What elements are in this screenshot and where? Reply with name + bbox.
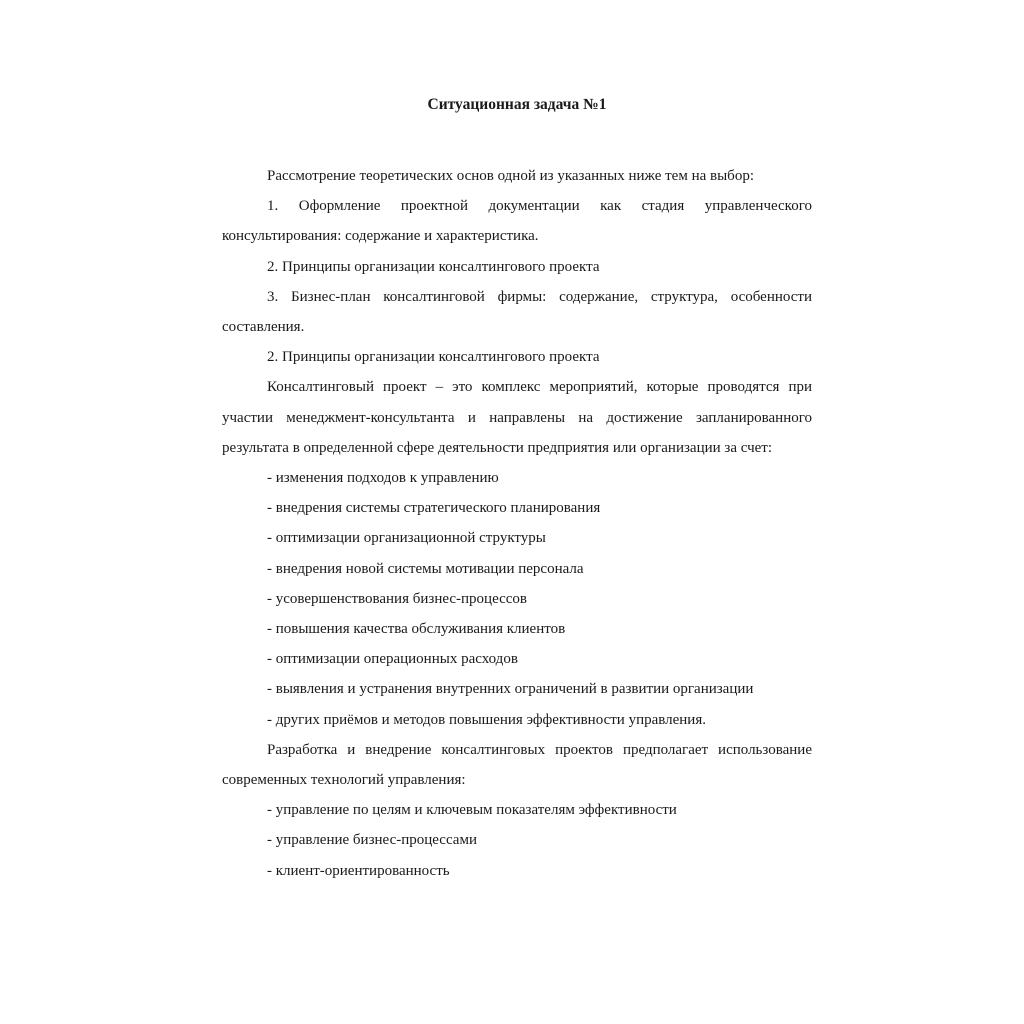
list-item: - выявления и устранения внутренних ограничений в развитии организации [267,681,754,698]
document-title: Ситуационная задача №1 [427,96,607,113]
topic-item-2: 2. Принципы организации консалтингового проекта [267,258,600,275]
list-item: - внедрения новой системы мотивации персонала [267,560,584,577]
list-item: - оптимизации операционных расходов [267,651,518,668]
topic-item-3: 3. Бизнес-план консалтинговой фирмы: содержание, структура, особенности составления. [222,288,812,336]
list-item: - оптимизации организационной структуры [267,530,546,547]
list-item: - усовершенствования бизнес-процессов [267,590,528,607]
list-item: - управление по целям и ключевым показателям эффективности [267,802,677,819]
section-heading: 2. Принципы организации консалтингового проекта [267,349,600,366]
list-item: - внедрения системы стратегического планирования [267,500,601,517]
list-item: - других приёмов и методов повышения эффективности управления. [267,711,706,728]
list-item: - клиент-ориентированность [267,862,450,879]
list-item: - повышения качества обслуживания клиентов [267,621,566,638]
list-item: - изменения подходов к управлению [267,470,499,487]
topic-item-1: 1. Оформление проектной документации как стадия управленческого консультирования: содержание и характеристика. [222,198,812,245]
list-item: - управление бизнес-процессами [267,832,477,849]
document-page [222,95,812,886]
paragraph-definition: Консалтинговый проект – это комплекс мероприятий, которые проводятся при участии менеджмент-консультанта и направлены на достижение запланированного результата в определенной сфере деятельности предприятия или организации за счет: [222,379,812,456]
paragraph-intro: Рассмотрение теоретических основ одной из указанных ниже тем на выбор: [267,168,754,184]
paragraph-technologies: Разработка и внедрение консалтинговых проектов предполагает использование современных технологий управления: [222,741,812,789]
